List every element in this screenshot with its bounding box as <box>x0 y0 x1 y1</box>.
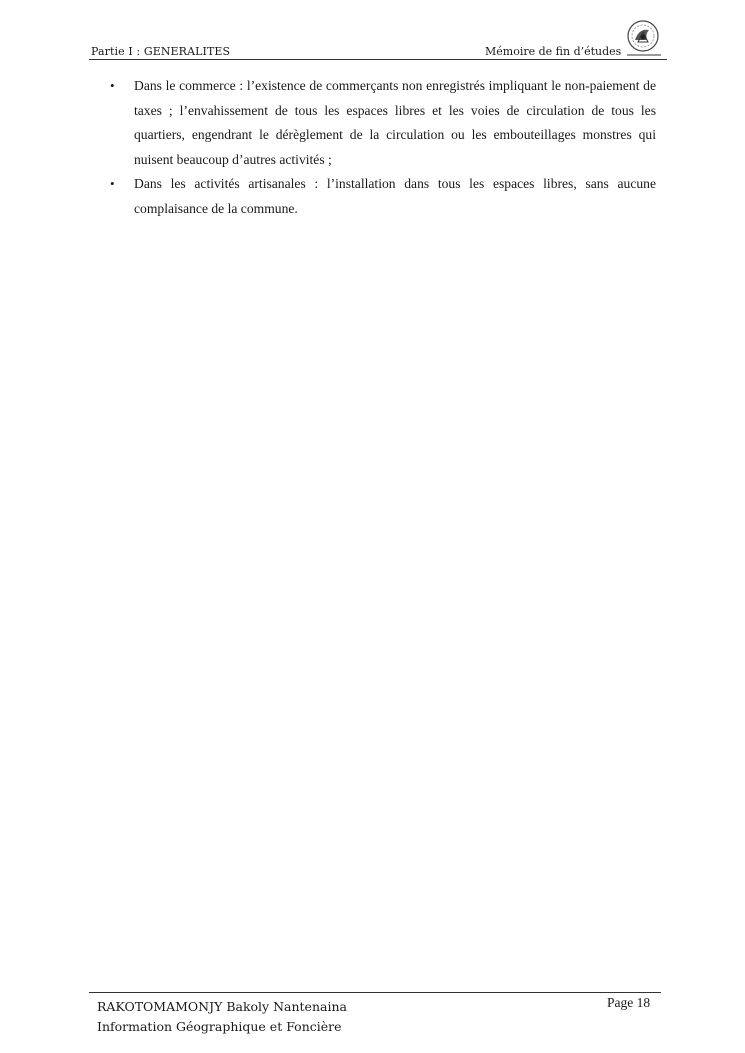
institution-logo-icon <box>621 18 667 60</box>
running-header-right: Mémoire de fin d’études <box>485 45 622 58</box>
list-item <box>108 172 656 221</box>
footer-author: RAKOTOMAMONJY Bakoly Nantenaina <box>97 999 347 1014</box>
page-number: Page 18 <box>607 995 651 1010</box>
bullet-icon: • <box>110 176 115 191</box>
footer-rule <box>89 992 661 993</box>
running-header-left: Partie I : GENERALITES <box>91 45 231 58</box>
list-item <box>108 74 656 172</box>
footer-department: Information Géographique et Foncière <box>97 1019 342 1034</box>
bullet-icon: • <box>110 78 115 93</box>
bullet-list <box>108 74 656 221</box>
list-item-text: Dans les activités artisanales : l’installation dans tous les espaces libres, sans aucune complaisance de la commune. <box>134 176 656 216</box>
list-item-text: Dans le commerce : l’existence de commerçants non enregistrés impliquant le non-paiement de taxes ; l’envahissement de tous les espaces libres et les voies de circulation de tous les quartiers, engendrant le dérèglement de la circulation ou les embouteillages monstres qui nuisent beaucoup d’autres activités ; <box>134 78 656 167</box>
header-rule <box>89 59 667 60</box>
page-body <box>108 74 656 221</box>
